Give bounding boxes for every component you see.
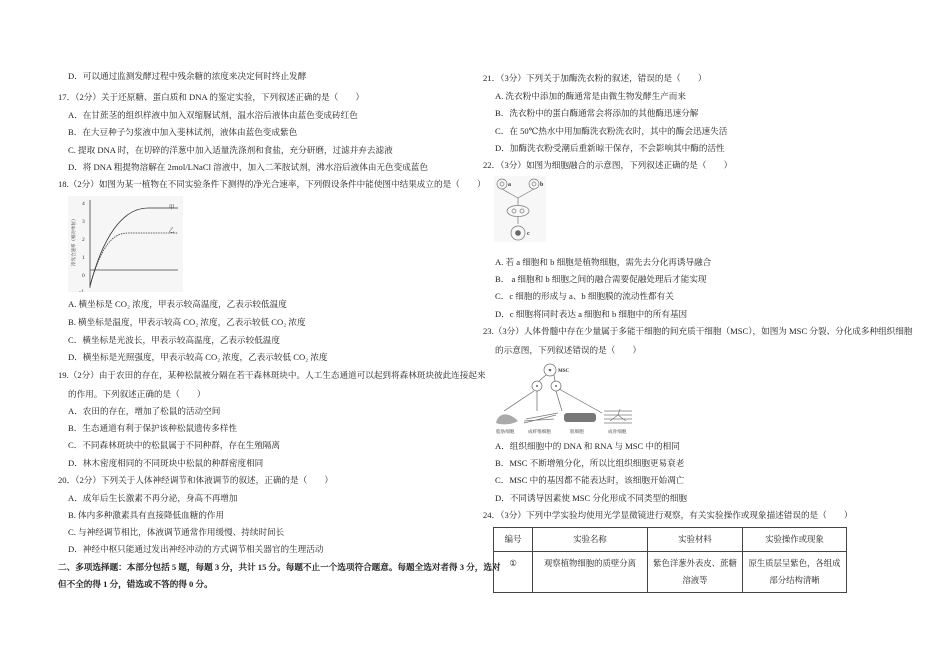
cell-fusion-diagram bbox=[494, 176, 546, 242]
q21-option-a: A. 洗衣粉中添加的酶通常是由微生物发酵生产而来 bbox=[495, 91, 686, 101]
q18-option-a: A. 横坐标是 CO₂ 浓度，甲表示较高温度，乙表示较低温度 bbox=[68, 299, 287, 309]
header-cell: 编号 bbox=[494, 528, 533, 552]
q24-stem: 24．（3分）下列中学实验均使用光学显微镜进行观察，有关实验操作或现象描述错误的是（ ） bbox=[483, 510, 853, 520]
q17-option-d: D．将 DNA 粗提物溶解在 2mol/LNaCl 溶液中，加入二苯胺试剂，沸水浴后液体由无色变成蓝色 bbox=[68, 162, 428, 172]
q19-option-a: A．农田的存在，增加了松鼠的活动空间 bbox=[68, 406, 221, 416]
q24-table bbox=[493, 527, 847, 593]
svg-text:a: a bbox=[508, 182, 511, 188]
q22-option-c: C．c 细胞的形成与 a、b 细胞膜的流动性都有关 bbox=[495, 291, 674, 301]
y-axis-label: 净光合速率（相对单位） bbox=[71, 216, 76, 266]
q19-option-d: D．林木密度相同的不同斑块中松鼠的种群密度相同 bbox=[68, 458, 264, 468]
q23-option-d: D．不同诱导因素使 MSC 分化形成不同类型的细胞 bbox=[495, 493, 687, 503]
series-label-yi: 乙 bbox=[169, 228, 175, 234]
q22-option-d: D．c 细胞将同时表达 a 细胞和 b 细胞中的所有基因 bbox=[495, 309, 688, 319]
q18-option-b: B. 横坐标是温度，甲表示较高 CO₂ 浓度，乙表示较低 CO₂ 浓度 bbox=[68, 317, 306, 327]
q19-option-b: B．生态通道有利于保护该种松鼠遗传多样性 bbox=[68, 423, 238, 433]
q17-option-a: A．在甘蔗茎的组织样液中加入双缩脲试剂，温水浴后液体由蓝色变成砖红色 bbox=[68, 110, 358, 120]
q19-stem: 19.（2分）由于农田的存在，某种松鼠被分隔在若干森林斑块中。人工生态通道可以起到将森林斑块彼此连接起来 bbox=[58, 370, 486, 380]
q18-photosynthesis-chart bbox=[68, 196, 183, 292]
q23-option-c: C．MSC 中的基因都不能表达时，该细胞开始凋亡 bbox=[495, 475, 685, 485]
q22-option-b: B． a 细胞和 b 细胞之间的融合需要促融处理后才能实现 bbox=[495, 274, 707, 284]
table-cell: 紫色洋葱外表皮、蔗糖溶液等 bbox=[648, 552, 743, 593]
fat-cell bbox=[496, 414, 518, 424]
svg-text:MSC: MSC bbox=[558, 369, 570, 374]
table-row bbox=[494, 552, 847, 593]
q20-option-b: B. 体内多种激素具有直接降低血糖的作用 bbox=[68, 510, 225, 520]
svg-text:成骨细胞: 成骨细胞 bbox=[608, 429, 627, 434]
q21-option-c: C．在 50℃热水中用加酶洗衣粉洗衣时，其中的酶会迅速失活 bbox=[495, 126, 728, 136]
table-cell: ① bbox=[494, 552, 533, 593]
muscle-cell bbox=[564, 413, 596, 422]
y-tick: 1 bbox=[82, 255, 85, 261]
q20-stem: 20．（2分）下列关于人体神经调节和体液调节的叙述，正确的是（ ） bbox=[58, 475, 333, 485]
q19-stem-cont: 的作用。下列叙述正确的是（ ） bbox=[68, 389, 206, 399]
q20-option-d: D．神经中枢只能通过发出神经冲动的方式调节相关器官的生理活动 bbox=[68, 544, 324, 554]
y-tick: -1 bbox=[79, 289, 84, 292]
svg-text:脂肪细胞: 脂肪细胞 bbox=[496, 429, 515, 434]
q16-option-d: D．可以通过监测发酵过程中残余糖的浓度来决定何时终止发酵 bbox=[68, 71, 307, 81]
q18-option-d: D．横坐标是光照强度，甲表示较高 CO₂ 浓度，乙表示较低 CO₂ 浓度 bbox=[68, 352, 328, 362]
y-tick: 0 bbox=[82, 273, 85, 279]
svg-text:c: c bbox=[527, 231, 530, 237]
table-cell: 观察植物细胞的质壁分离 bbox=[533, 552, 648, 593]
q17-stem: 17．（2分）关于还原糖、蛋白质和 DNA 的鉴定实验，下列叙述正确的是（ ） bbox=[58, 92, 365, 102]
q21-option-b: B．洗衣粉中的蛋白酶通常会将添加的其他酶迅速分解 bbox=[495, 108, 699, 118]
q23-stem-cont: 的示意图，下列叙述错误的是（ ） bbox=[495, 345, 642, 355]
q18-option-c: C．横坐标是光波长，甲表示较高温度，乙表示较低温度 bbox=[68, 335, 280, 345]
svg-text:肌细胞: 肌细胞 bbox=[570, 429, 584, 434]
q21-option-d: D．加酶洗衣粉受潮后重新晾干保存，不会影响其中酶的活性 bbox=[495, 143, 725, 153]
y-tick: 2 bbox=[82, 237, 85, 243]
q20-option-c: C. 与神经调节相比，体液调节通常作用缓慢、持续时间长 bbox=[68, 527, 285, 537]
y-tick: 4 bbox=[82, 201, 85, 207]
series-label-jia: 甲 bbox=[169, 205, 175, 211]
table-header-row bbox=[494, 528, 847, 552]
svg-text:成纤维细胞: 成纤维细胞 bbox=[528, 429, 551, 434]
section-2-heading: 二、多项选择题：本部分包括 5 题，每题 3 分，共计 15 分。每题不止一个选项符合题意。每题全选对者得 3 分，选对 bbox=[58, 562, 501, 572]
msc-differentiation-diagram bbox=[494, 361, 654, 435]
header-cell: 实验材料 bbox=[648, 528, 743, 552]
q23-option-b: B．MSC 不断增殖分化，所以比组织细胞更易衰老 bbox=[495, 458, 685, 468]
q21-stem: 21．（3分）下列关于加酶洗衣粉的叙述，错误的是（ ） bbox=[483, 73, 707, 83]
q17-option-b: B．在大豆种子匀浆液中加入斐林试剂，液体由蓝色变成紫色 bbox=[68, 127, 298, 137]
q17-option-c: C. 提取 DNA 时，在切碎的洋葱中加入适量洗涤剂和食盐，充分研磨，过滤并弃去滤液 bbox=[68, 145, 393, 155]
q23-option-a: A．组织细胞中的 DNA 和 RNA 与 MSC 中的相同 bbox=[495, 441, 680, 451]
q22-stem: 22．（3分）如图为细胞融合的示意图，下列叙述正确的是（ ） bbox=[483, 160, 733, 170]
fibroblast bbox=[524, 413, 558, 423]
q23-stem: 23.（3分）人体骨髓中存在少量属于多能干细胞的间充质干细胞（MSC），如图为 MSC 分裂、分化成多种组织细胞 bbox=[483, 326, 913, 336]
q22-option-a: A. 若 a 细胞和 b 细胞是植物细胞，需先去分化再诱导融合 bbox=[495, 257, 712, 267]
osteoblast bbox=[604, 409, 632, 423]
q18-stem: 18.（2分）如图为某一植物在不同实验条件下测得的净光合速率，下列假设条件中能使图中结果成立的是（ ） bbox=[58, 179, 486, 189]
header-cell: 实验名称 bbox=[533, 528, 648, 552]
section-2-heading-cont: 但不全的得 1 分，错选或不答的得 0 分。 bbox=[58, 579, 213, 589]
q19-option-c: C．不同森林斑块中的松鼠属于不同种群，存在生殖隔离 bbox=[68, 440, 280, 450]
header-cell: 实验操作或现象 bbox=[743, 528, 847, 552]
q20-option-a: A．成年后生长激素不再分泌，身高不再增加 bbox=[68, 493, 238, 503]
y-tick: 3 bbox=[82, 219, 85, 225]
svg-text:b: b bbox=[540, 182, 544, 188]
table-cell: 原生质层呈紫色，各组成部分结构清晰 bbox=[743, 552, 847, 593]
